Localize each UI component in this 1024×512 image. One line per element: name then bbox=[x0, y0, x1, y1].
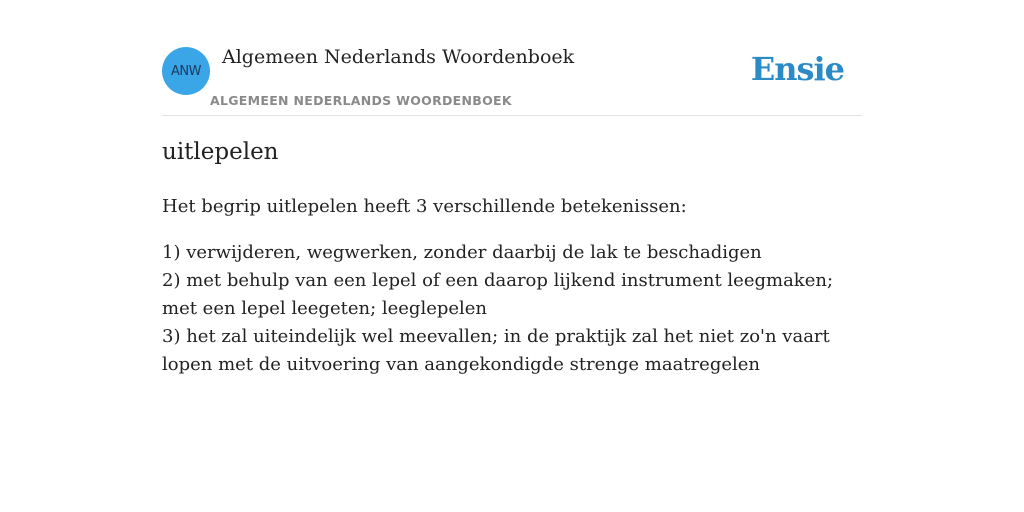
entry-card bbox=[162, 0, 862, 512]
source-title[interactable]: Algemeen Nederlands Woordenboek bbox=[222, 46, 575, 68]
source-subtitle: ALGEMEEN NEDERLANDS WOORDENBOEK bbox=[210, 93, 512, 108]
logo-text: ANW bbox=[171, 63, 201, 79]
definition-item: 2) met behulp van een lepel of een daarop lijkend instrument leegmaken; met een lepel leegeten; leeglepelen bbox=[162, 270, 834, 319]
source-logo[interactable] bbox=[162, 47, 210, 95]
definition-item: 1) verwijderen, wegwerken, zonder daarbij de lak te beschadigen bbox=[162, 242, 762, 263]
brand-logo[interactable]: Ensie bbox=[750, 50, 844, 88]
intro-text: Het begrip uitlepelen heeft 3 verschillende betekenissen: bbox=[162, 196, 687, 217]
source-header bbox=[162, 0, 862, 116]
definitions-list bbox=[162, 239, 862, 379]
word-title: uitlepelen bbox=[162, 139, 279, 165]
definition-item: 3) het zal uiteindelijk wel meevallen; in de praktijk zal het niet zo'n vaart lopen met de uitvoering van aangekondigde strenge maatregelen bbox=[162, 326, 830, 375]
